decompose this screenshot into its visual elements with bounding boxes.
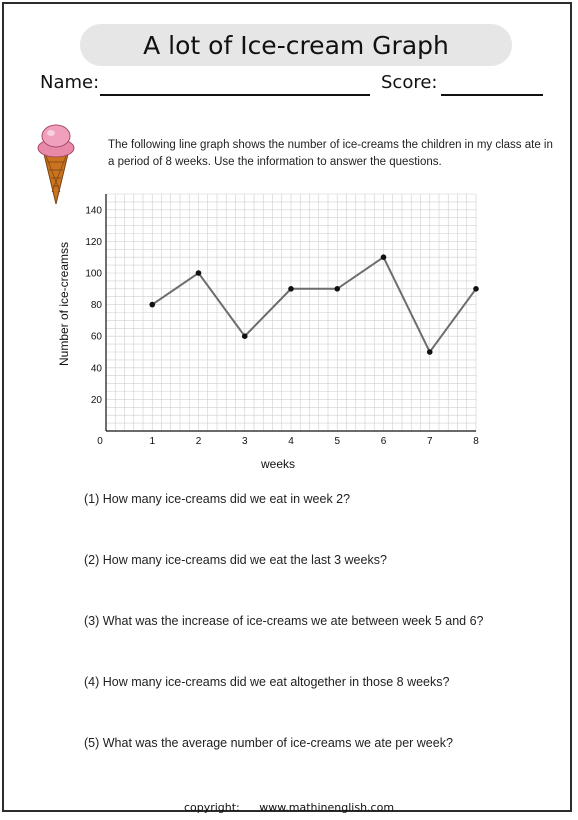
x-tick-label: 1 [149, 436, 156, 447]
question-1: (1) How many ice-creams did we eat in week 2? [84, 492, 351, 506]
question-5: (5) What was the average number of ice-creams we ate per week? [84, 736, 453, 750]
data-point [288, 286, 294, 292]
score-label: Score: [381, 72, 438, 93]
data-point [196, 270, 202, 276]
x-tick-label: 8 [473, 436, 479, 447]
x-tick-label: 6 [380, 436, 387, 447]
chart-grid [106, 194, 476, 431]
data-point [427, 349, 433, 355]
x-tick-label: 5 [334, 436, 341, 447]
data-point [242, 333, 248, 339]
x-tick-label: 0 [97, 436, 103, 447]
x-tick-label: 3 [241, 436, 248, 447]
question-3: (3) What was the increase of ice-creams we ate between week 5 and 6? [84, 614, 484, 628]
data-point [473, 286, 479, 292]
x-tick-label: 2 [195, 436, 202, 447]
footer [4, 801, 574, 814]
x-tick-label: 4 [288, 436, 294, 447]
x-axis-label: weeks [260, 457, 296, 471]
y-tick-label: 100 [85, 268, 102, 280]
line-chart [4, 4, 570, 484]
y-tick-label: 120 [85, 236, 102, 248]
data-point [334, 286, 340, 292]
y-tick-label: 60 [90, 331, 102, 343]
data-point [149, 302, 155, 308]
question-4: (4) How many ice-creams did we eat altogether in those 8 weeks? [84, 675, 450, 689]
y-tick-label: 40 [90, 363, 102, 375]
x-tick-label: 7 [426, 436, 433, 447]
data-point [381, 254, 387, 260]
y-tick-label: 140 [85, 205, 102, 217]
name-label: Name: [40, 72, 100, 93]
y-axis-label: Number of ice-creamss [57, 241, 71, 367]
worksheet-title: A lot of Ice-cream Graph [80, 24, 512, 66]
question-2: (2) How many ice-creams did we eat the last 3 weeks? [84, 553, 387, 567]
y-tick-label: 20 [90, 394, 102, 406]
intro-text: The following line graph shows the number of ice-creams the children in my class ate in a period of 8 weeks. Use the information to answer the questions. [108, 139, 553, 168]
website-link[interactable]: www.mathinenglish.com [259, 801, 395, 814]
copyright-label: copyright: [183, 801, 240, 814]
y-tick-label: 80 [90, 300, 102, 312]
worksheet-page [2, 2, 572, 812]
